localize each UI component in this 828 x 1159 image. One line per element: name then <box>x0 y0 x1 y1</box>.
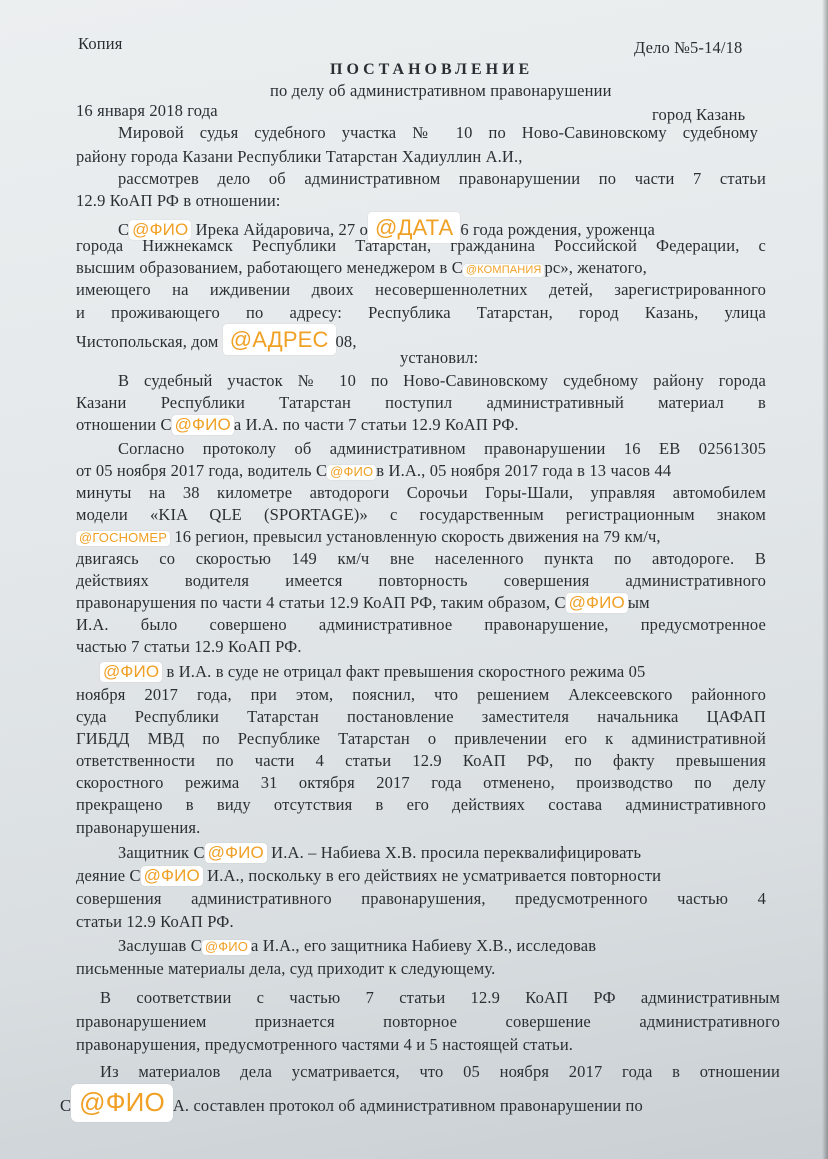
text-line: статьи 12.9 КоАП РФ. <box>76 912 234 931</box>
section-heading: установил: <box>400 348 479 367</box>
text-line: имеющего на иждивении двоих несовершеннолетних детей, зарегистрированного <box>76 280 766 299</box>
redaction-fio: @ФИО <box>71 1084 173 1122</box>
text-line: И.А. было совершено административное правонарушение, предусмотренное <box>76 615 766 634</box>
text-line: частью 7 статьи 12.9 КоАП РФ. <box>76 637 302 656</box>
text-line: деяние С @ФИО И.А., поскольку в его действиях не усматривается повторности <box>76 866 662 885</box>
text-line: @ГОСНОМЕР 16 регион, превысил установленную скорость движения на 79 км/ч, <box>76 526 661 548</box>
text-line: Согласно протоколу об административном правонарушении 16 ЕВ 02561305 <box>118 439 766 458</box>
document-city: город Казань <box>652 105 746 124</box>
text-line: В судебный участок № 10 по Ново-Савиновскому судебному району города <box>118 371 766 390</box>
text-line: письменные материалы дела, суд приходит к следующему. <box>76 959 496 978</box>
text-line: Защитник С @ФИО И.А. – Набиева Х.В. просила переквалифицировать <box>118 843 642 862</box>
redaction-fio: @ФИО <box>327 465 376 480</box>
text-line: двигаясь со скоростью 149 км/ч вне населенного пункта по автодороге. В <box>76 549 766 568</box>
redaction-plate: @ГОСНОМЕР <box>76 531 170 546</box>
text-line: рассмотрев дело об административном правонарушении по части 7 статьи <box>118 169 766 188</box>
redaction-fio: @ФИО <box>172 415 234 435</box>
text-line: действиях водителя имеется повторность совершения административного <box>76 571 766 590</box>
case-number: Дело №5-14/18 <box>634 38 743 57</box>
text-line: Мировой судья судебного участка № 10 по Ново-Савиновскому судебному <box>118 123 758 142</box>
text-line: ГИБДД МВД по Республике Татарстан о привлечении его к административной <box>76 729 766 748</box>
redaction-fio: @ФИО <box>100 662 162 682</box>
text-line: и проживающего по адресу: Республика Татарстан, город Казань, улица <box>76 303 766 322</box>
text-line: высшим образованием, работающего менеджером в С @КОМПАНИЯ рс», женатого, <box>76 258 647 277</box>
redaction-fio: @ФИО <box>129 220 191 240</box>
text-line: модели «KIA QLE (SPORTAGE)» с государственным регистрационным знаком <box>76 505 766 524</box>
text-line: города Нижнекамск Республики Татарстан, гражданина Российской Федерации, с <box>76 236 766 255</box>
redaction-date: @ДАТА <box>368 212 460 243</box>
text-line: правонарушения по части 4 статьи 12.9 КоАП РФ, таким образом, С @ФИО ым <box>76 593 650 612</box>
text-line: С @ФИО Ирека Айдаровича, 27 о @ДАТА 6 года рождения, уроженца <box>118 212 655 243</box>
redaction-fio: @ФИО <box>205 843 267 863</box>
text-line: С @ФИО А. составлен протокол об административном правонарушении по <box>60 1084 643 1122</box>
document-title: ПОСТАНОВЛЕНИЕ <box>330 61 534 78</box>
text-line: отношении С @ФИО а И.А. по части 7 статьи 12.9 КоАП РФ. <box>76 415 519 434</box>
text-line: В соответствии с частью 7 статьи 12.9 КоАП РФ административным <box>100 988 780 1007</box>
document-date: 16 января 2018 года <box>76 101 218 120</box>
copy-mark: Копия <box>78 34 123 53</box>
text-line: @ФИО в И.А. в суде не отрицал факт превышения скоростного режима 05 <box>100 661 645 683</box>
text-line: совершения административного правонарушения, предусмотренного частью 4 <box>76 889 766 908</box>
redaction-address: @АДРЕС <box>223 324 336 355</box>
text-line: Из материалов дела усматривается, что 05 ноября 2017 года в отношении <box>100 1062 780 1081</box>
document-subtitle: по делу об административном правонарушении <box>270 81 612 100</box>
text-line: правонарушением признается повторное совершение административного <box>76 1012 780 1031</box>
redaction-fio: @ФИО <box>202 940 251 955</box>
text-line: прекращено в виду отсутствия в его действиях состава административного <box>76 795 766 814</box>
text-line: минуты на 38 километре автодороги Сорочьи Горы-Шали, управляя автомобилем <box>76 483 766 502</box>
redaction-fio: @ФИО <box>566 593 628 613</box>
text-line: правонарушения, предусмотренного частями 4 и 5 настоящей статьи. <box>76 1035 574 1054</box>
text-line: Казани Республики Татарстан поступил административный материал в <box>76 393 766 412</box>
text-line: суда Республики Татарстан постановление заместителя начальника ЦАФАП <box>76 707 766 726</box>
text-line: 12.9 КоАП РФ в отношении: <box>76 191 281 210</box>
text-line: району города Казани Республики Татарстан Хадиуллин А.И., <box>76 147 523 166</box>
redaction-company: @КОМПАНИЯ <box>463 264 545 277</box>
text-line: скоростного режима 31 октября 2017 года отменено, производство по делу <box>76 773 766 792</box>
text-line: ответственности по части 4 статьи 12.9 КоАП РФ, по факту превышения <box>76 751 766 770</box>
text-line: правонарушения. <box>76 818 201 837</box>
text-line: ноября 2017 года, при этом, пояснил, что решением Алексеевского районного <box>76 685 766 704</box>
text-line: Чистопольская, дом @АДРЕС 08, <box>76 324 357 355</box>
text-line: Заслушав С @ФИО а И.А., его защитника Набиеву Х.В., исследовав <box>118 936 597 955</box>
text-line: от 05 ноября 2017 года, водитель С @ФИО в И.А., 05 ноября 2017 года в 13 часов 44 <box>76 461 672 480</box>
redaction-fio: @ФИО <box>141 866 203 886</box>
